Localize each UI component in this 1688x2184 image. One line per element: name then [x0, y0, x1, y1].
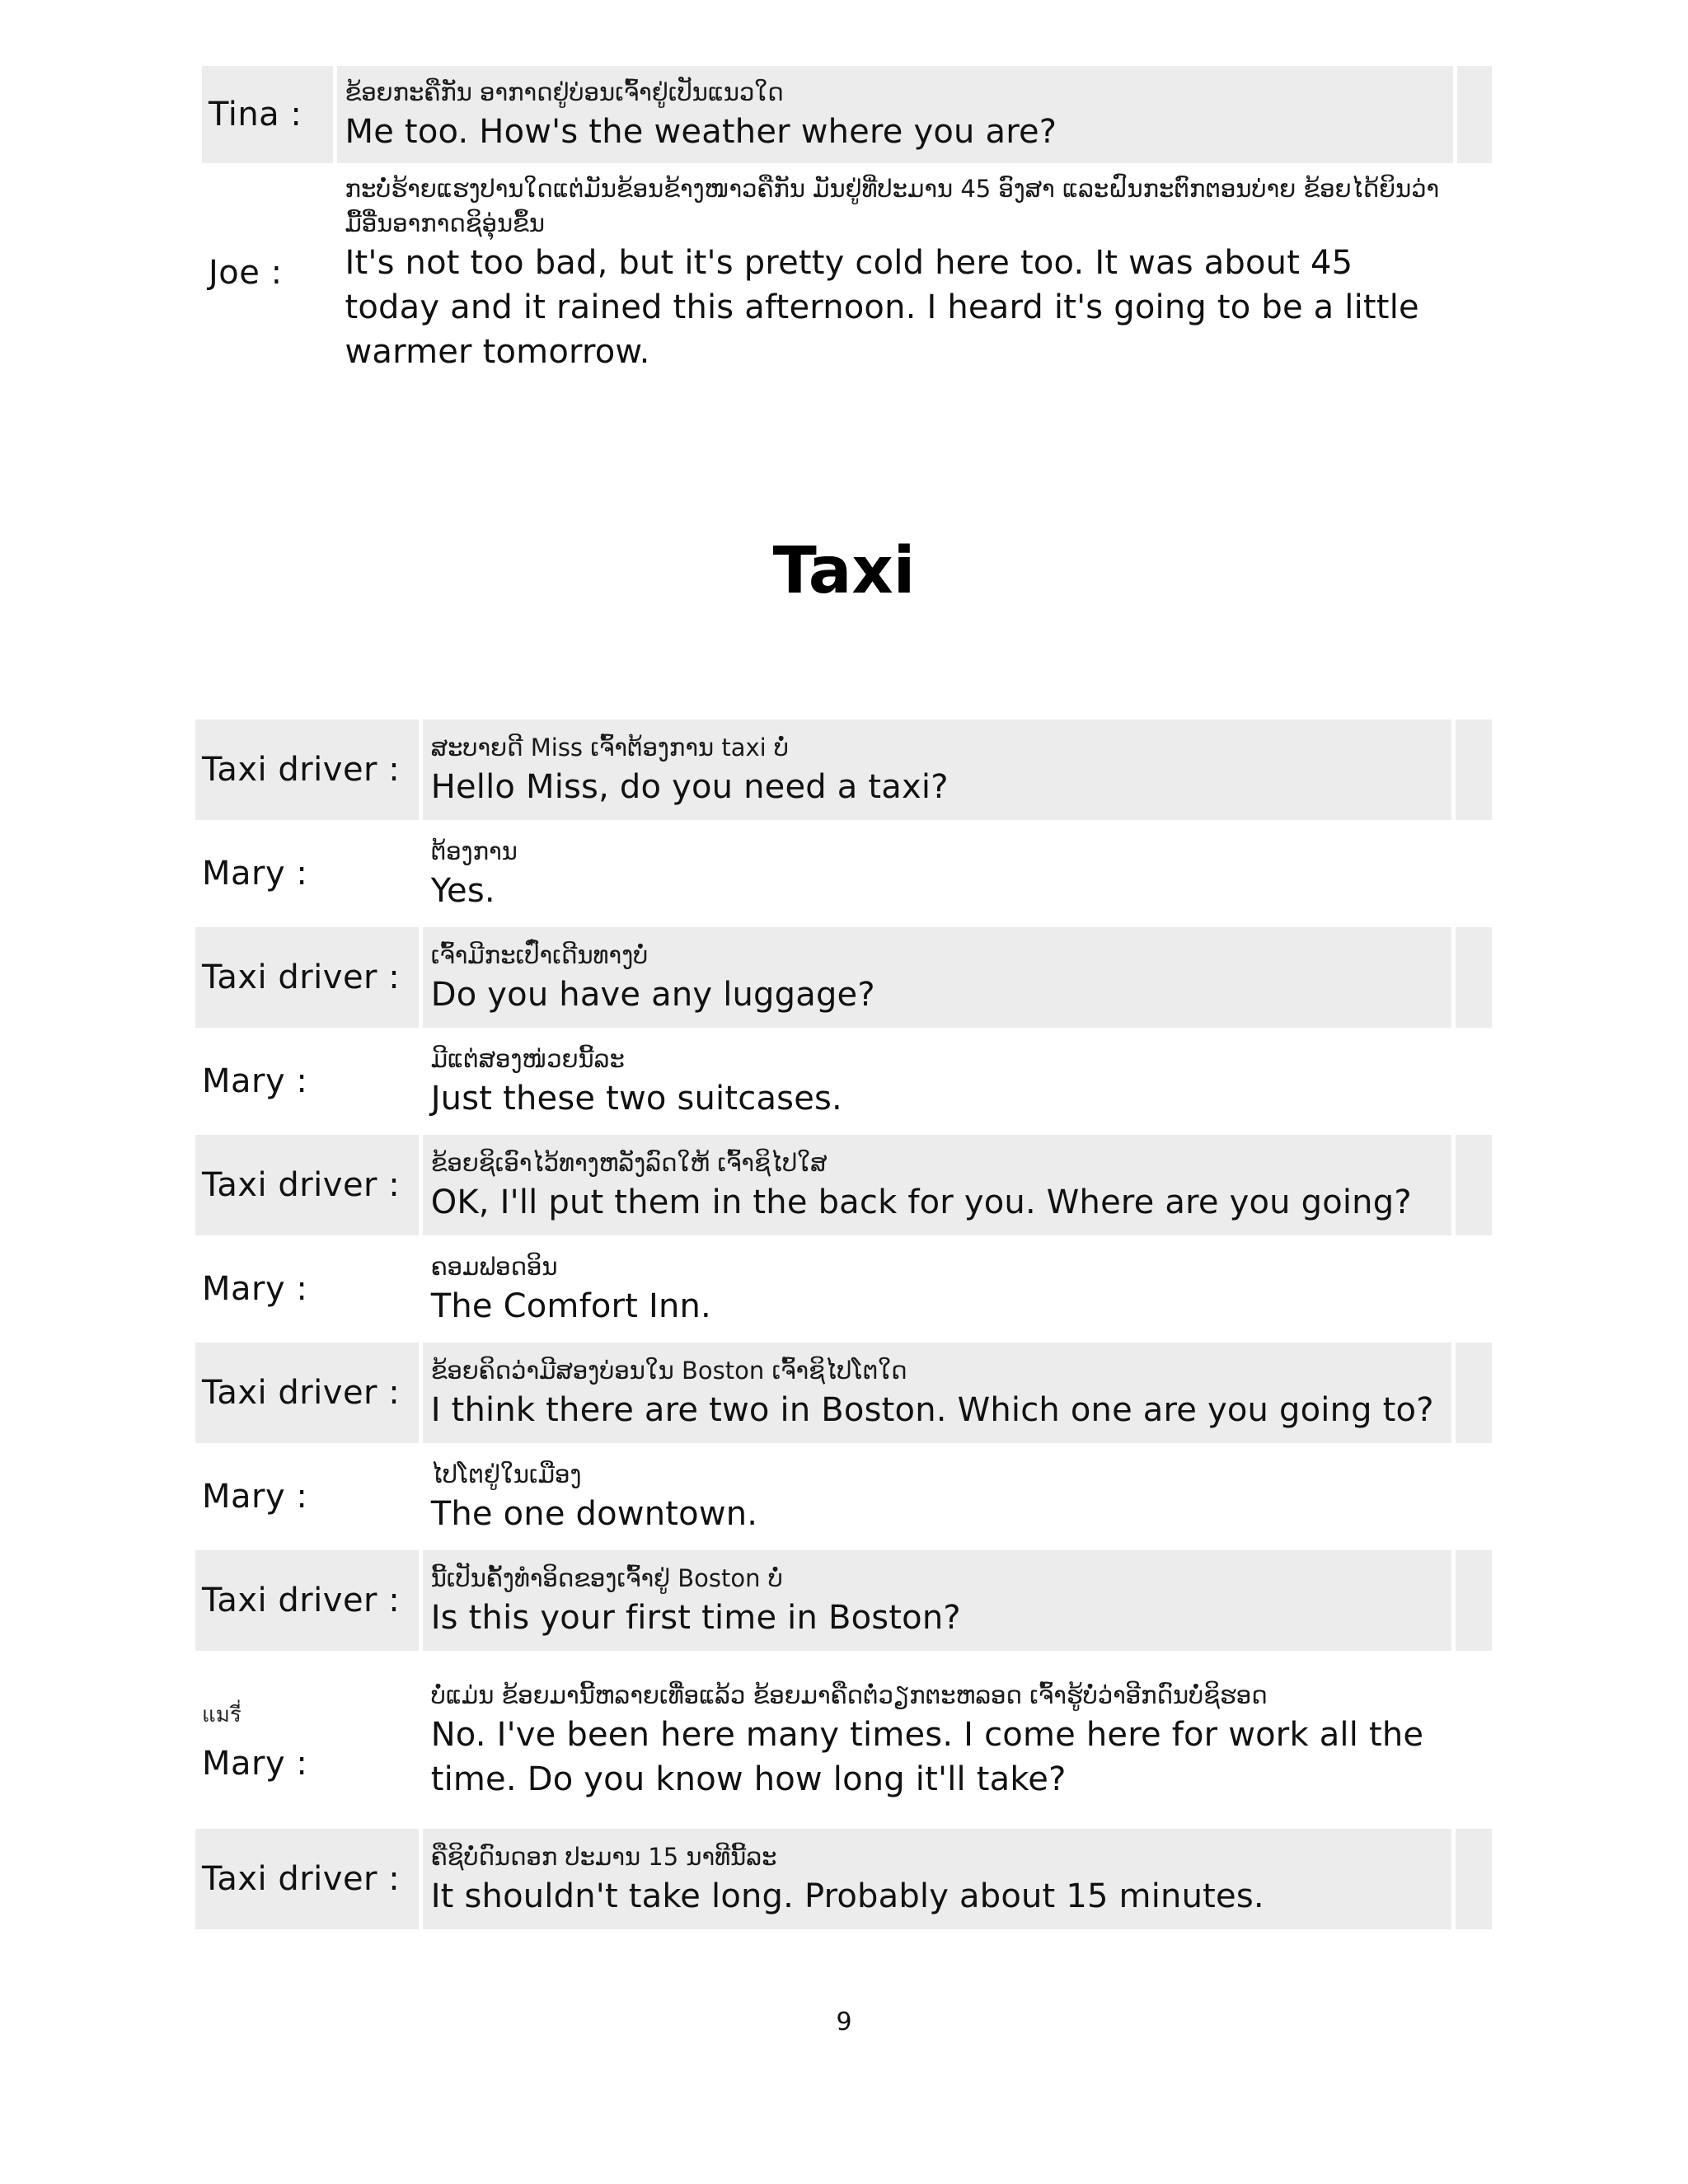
edge-bar	[1472, 66, 1484, 163]
lao-translation: ມີແຕ່ສອງໜ່ວຍນີ້ລະ	[430, 1045, 625, 1073]
row-edge-bars	[1456, 1135, 1492, 1235]
line-cell	[423, 1446, 1451, 1547]
english-line: It's not too bad, but it's pretty cold here too. It was about 45 today and it rained this afternoon. I heard it's going to be a little warmer tomorrow.	[345, 244, 1419, 371]
speaker-name: Tina :	[209, 96, 302, 134]
english-line: Do you have any luggage?	[430, 976, 875, 1014]
lao-translation: ຂ້ອຍຊິເອົາໄວ້ທາງຫລັງລົດໃຫ້ ເຈົ້າຊິໄປໃສ	[430, 1149, 828, 1177]
english-line: The Comfort Inn.	[430, 1287, 711, 1325]
english-line: Is this your first time in Boston?	[430, 1599, 961, 1637]
speaker-cell	[195, 1654, 419, 1825]
speaker-name: Mary :	[202, 1062, 308, 1100]
speaker-cell	[195, 1135, 419, 1235]
speaker-name: Mary :	[202, 1270, 308, 1308]
english-line: Yes.	[430, 872, 495, 910]
row-edge-bars	[1456, 1550, 1492, 1651]
speaker-cell	[202, 66, 333, 163]
line-cell	[337, 66, 1453, 163]
edge-bar	[1470, 1136, 1482, 1235]
lao-translation: ກະບໍ່ຮ້າຍແຮງປານໃດແຕ່ມັນຂ້ອນຂ້າງໜາວຄືກັນ ມັນຢູ່ທີ່ປະມານ 45 ອົງສາ ແລະຝົນກະຕົກຕອນບ່າຍ ຂ້ອຍໄດ້ຍິນວ່າມື້ອື່ນອາກາດຊິອຸ່ນຂຶ້ນ	[345, 175, 1440, 237]
speaker-name: Mary :	[202, 1744, 308, 1783]
edge-bar	[1470, 1551, 1482, 1650]
dialogue-row	[195, 1829, 1492, 1929]
edge-bar	[1456, 1551, 1467, 1650]
edge-bar	[1456, 928, 1467, 1027]
lao-translation: ຄອມຟອດອິນ	[430, 1253, 558, 1281]
edge-bar	[1456, 1343, 1467, 1442]
row-edge-bars	[1457, 66, 1492, 163]
row-edge-spacer	[1456, 1654, 1492, 1825]
line-cell	[423, 1031, 1451, 1132]
page-number: 9	[836, 2008, 852, 2036]
lao-translation: ບໍ່ແມ່ນ ຂ້ອຍມານີ້ຫລາຍເທື່ອແລ້ວ ຂ້ອຍມາຄືດຕໍ່ວຽກຕະຫລອດ ເຈົ້າຮູ້ບໍ່ວ່າອີກດົນບໍ່ຊິຮອດ	[430, 1681, 1268, 1709]
speaker-cell	[195, 1829, 419, 1929]
english-line: It shouldn't take long. Probably about 15 minutes.	[430, 1877, 1264, 1915]
speaker-name: Taxi driver :	[202, 1166, 401, 1204]
lao-translation: ເຈົ້າມີກະເປົ໋າເດີນທາງບໍ່	[430, 941, 649, 969]
english-line: OK, I'll put them in the back for you. Where are you going?	[430, 1183, 1412, 1221]
english-line: I think there are two in Boston. Which one are you going to?	[430, 1391, 1434, 1429]
english-line: Me too. How's the weather where you are?	[345, 113, 1057, 151]
dialogue-row	[195, 719, 1492, 820]
dialogue-row	[195, 1550, 1492, 1651]
row-edge-bars	[1456, 719, 1492, 820]
dialogue-row	[195, 927, 1492, 1028]
line-cell	[423, 1654, 1451, 1825]
speaker-name: Taxi driver :	[202, 1374, 401, 1412]
edge-bar	[1456, 720, 1467, 819]
lao-translation: ສະບາຍດີ Miss ເຈົ້າຕ້ອງການ taxi ບໍ່	[430, 733, 790, 762]
row-edge-bars	[1456, 1343, 1492, 1443]
line-cell	[423, 927, 1451, 1028]
lao-translation: ຂ້ອຍຄິດວ່າມີສອງບ່ອນໃນ Boston ເຈົ້າຊິໄປໂຕໃດ	[430, 1357, 907, 1385]
row-edge-spacer	[1456, 1031, 1492, 1132]
dialogue-row	[195, 1135, 1492, 1235]
speaker-name: Mary :	[202, 855, 308, 893]
edge-bar	[1456, 1830, 1467, 1929]
row-edge-spacer	[1456, 1239, 1492, 1339]
speaker-name: Taxi driver :	[202, 1582, 401, 1619]
speaker-cell	[195, 1031, 419, 1132]
line-cell	[423, 1550, 1451, 1651]
lao-translation: ຄືຊິບໍ່ດົນດອກ ປະມານ 15 ນາທີນີ້ລະ	[430, 1843, 777, 1871]
speaker-name: Taxi driver :	[202, 1860, 401, 1898]
dialogue-row	[202, 66, 1492, 163]
speaker-cell	[202, 166, 333, 379]
english-line: Just these two suitcases.	[430, 1080, 842, 1118]
row-edge-spacer	[1457, 166, 1492, 379]
line-cell	[337, 166, 1453, 379]
speaker-name: Mary :	[202, 1478, 308, 1516]
line-cell	[423, 1239, 1451, 1339]
line-cell	[423, 1343, 1451, 1443]
lao-translation: ໄປໂຕຢູ່ໃນເມືອງ	[430, 1460, 582, 1488]
lao-translation: ນີ້ເປັນຄັ້ງທໍາອິດຂອງເຈົ້າຢູ່ Boston ບໍ່	[430, 1564, 783, 1592]
dialogue-row	[195, 1446, 1492, 1547]
edge-bar	[1470, 720, 1482, 819]
speaker-cell	[195, 1239, 419, 1339]
lao-translation: ຂ້ອຍກະຄືກັນ ອາກາດຢູ່ບ່ອນເຈົ້າຢູ່ເປັນແນວໃດ	[345, 78, 784, 106]
edge-bar	[1470, 928, 1482, 1027]
edge-bar	[1456, 1136, 1467, 1235]
english-line: The one downtown.	[430, 1495, 758, 1533]
row-edge-spacer	[1456, 823, 1492, 924]
dialogue-row	[195, 1654, 1492, 1825]
weather-dialogue-table	[198, 63, 1496, 382]
speaker-cell	[195, 719, 419, 820]
speaker-cell	[195, 1446, 419, 1547]
lao-translation: ຕ້ອງການ	[430, 837, 518, 865]
english-line: No. I've been here many times. I come here for work all the time. Do you know how long it'll take?	[430, 1716, 1424, 1798]
line-cell	[423, 1829, 1451, 1929]
dialogue-row	[195, 1239, 1492, 1339]
dialogue-row	[202, 166, 1492, 379]
dialogue-row	[195, 823, 1492, 924]
speaker-cell	[195, 927, 419, 1028]
line-cell	[423, 1135, 1451, 1235]
edge-bar	[1457, 66, 1469, 163]
english-line: Hello Miss, do you need a taxi?	[430, 768, 949, 806]
speaker-name: Joe :	[209, 254, 283, 292]
speaker-name: Taxi driver :	[202, 751, 401, 789]
line-cell	[423, 823, 1451, 924]
taxi-dialogue-table	[191, 716, 1496, 1933]
dialogue-row	[195, 1343, 1492, 1443]
speaker-cell	[195, 823, 419, 924]
speaker-native-name: แมรี่	[202, 1702, 241, 1727]
section-title: Taxi	[772, 534, 916, 608]
edge-bar	[1470, 1343, 1482, 1442]
speaker-cell	[195, 1343, 419, 1443]
speaker-cell	[195, 1550, 419, 1651]
row-edge-bars	[1456, 927, 1492, 1028]
line-cell	[423, 719, 1451, 820]
edge-bar	[1470, 1830, 1482, 1929]
row-edge-spacer	[1456, 1446, 1492, 1547]
row-edge-bars	[1456, 1829, 1492, 1929]
dialogue-row	[195, 1031, 1492, 1132]
speaker-name: Taxi driver :	[202, 958, 401, 996]
